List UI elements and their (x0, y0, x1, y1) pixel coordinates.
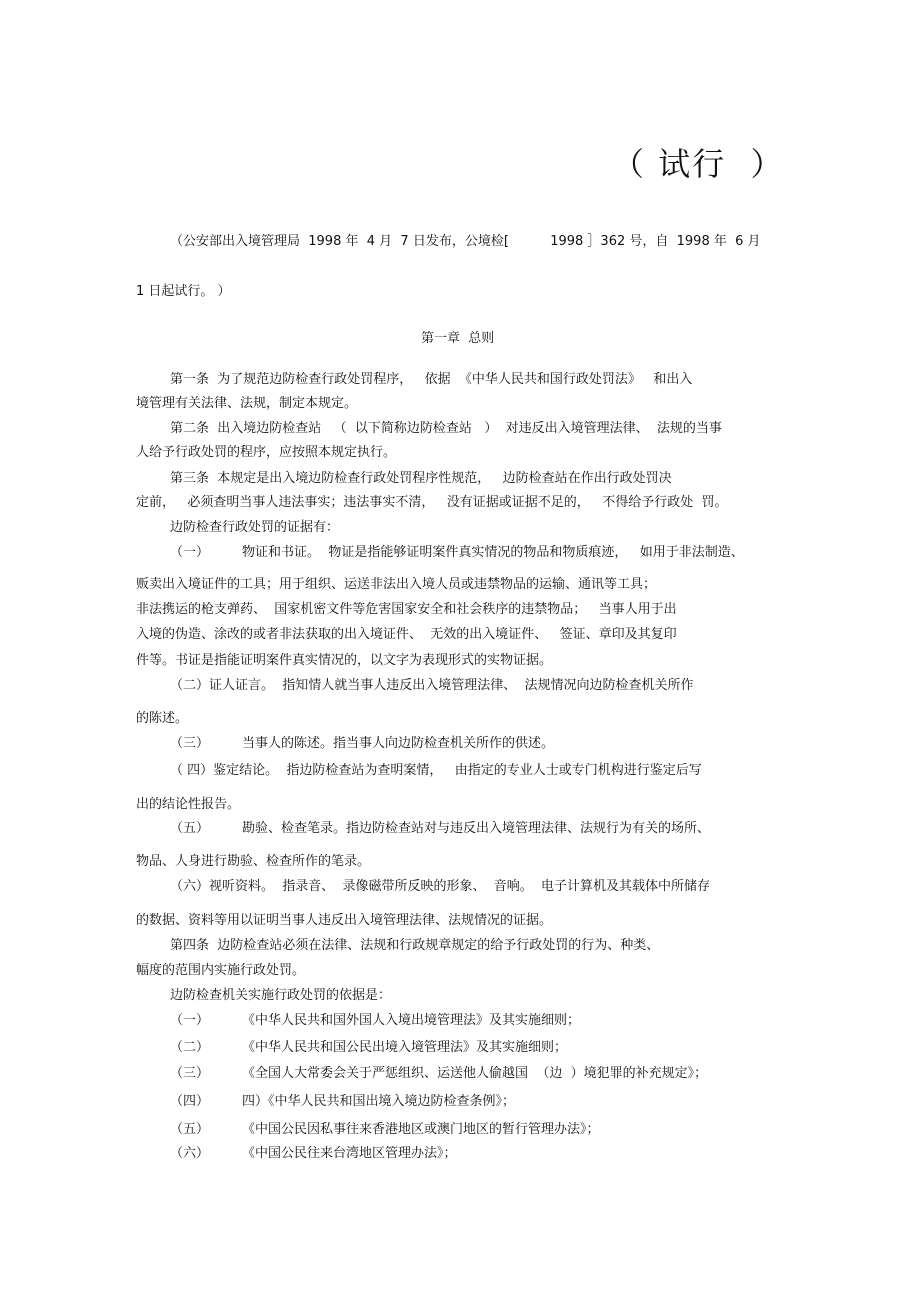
issuance-note-line-2: 1 日起试行。 ） (136, 284, 231, 299)
evidence-5-line-2: 物品、人身进行勘验、检查所作的笔录。 (136, 854, 371, 869)
evidence-6-line-1: （六）视听资料。 指录音、 录像磁带所反映的形象、 音响。 电子计算机及其载体中所储存 (170, 879, 711, 894)
evidence-1-line-5: 件等。书证是指能证明案件真实情况的，以文字为表现形式的实物证据。 (136, 653, 553, 668)
article-2-line-2: 人给予行政处罚的程序，应按照本规定执行。 (136, 445, 397, 460)
evidence-1-line-1: （一） 物证和书证。 物证是指能够证明案件真实情况的物品和物质痕迹， 如用于非法制造、 (170, 545, 744, 560)
evidence-4-line-2: 出的结论性报告。 (136, 797, 241, 812)
evidence-1-line-4: 入境的伪造、涂改的或者非法获取的出入境证件、 无效的出入境证件、 签证、章印及其复印 (136, 627, 677, 642)
article-1-line-1: 第一条 为了规范边防检查行政处罚程序， 依据 《中华人民共和国行政处罚法》 和出入 (170, 372, 693, 387)
document-title: （ 试行 ） (612, 145, 785, 183)
basis-item-6: （六） 《中国公民往来台湾地区管理办法》； (170, 1146, 457, 1161)
article-2-line-1: 第二条 出入境边防检查站 （ 以下简称边防检查站 ） 对违反出入境管理法律、 法规的当事 (170, 421, 722, 436)
basis-heading: 边防检查机关实施行政处罚的依据是： (170, 988, 392, 1003)
article-1-line-2: 境管理有关法律、法规，制定本规定。 (136, 396, 358, 411)
article-4-line-1: 第四条 边防检查站必须在法律、法规和行政规章规定的给予行政处罚的行为、种类、 (170, 938, 660, 953)
evidence-1-line-3: 非法携运的枪支弹药、 国家机密文件等危害国家安全和社会秩序的违禁物品； 当事人用于出 (136, 602, 677, 617)
basis-item-4: （四） 四）《中华人民共和国出境入境边防检查条例》； (170, 1094, 516, 1109)
evidence-4-line-1: （ 四）鉴定结论。 指边防检查站为查明案情， 由指定的专业人士或专门机构进行鉴定后写 (170, 763, 702, 778)
evidence-6-line-2: 的数据、资料等用以证明当事人违反出入境管理法律、法规情况的证据。 (136, 913, 553, 928)
evidence-3: （三） 当事人的陈述。指当事人向边防检查机关所作的供述。 (170, 736, 555, 751)
basis-item-1: （一） 《中华人民共和国外国人入境出境管理法》及其实施细则； (170, 1013, 581, 1028)
evidence-2-line-2: 的陈述。 (136, 711, 189, 726)
evidence-5-line-1: （五） 勘验、检查笔录。指边防检查站对与违反出入境管理法律、法规行为有关的场所、 (170, 821, 711, 836)
evidence-2-line-1: （二）证人证言。 指知情人就当事人违反出入境管理法律、 法规情况向边防检查机关所作 (170, 678, 694, 693)
issuance-note-line-1: （公安部出入境管理局 1998 年 4 月 7 日发布，公境检[ 1998 ］362 号，自 1998 年 6 月 (170, 234, 761, 249)
article-3-line-1: 第三条 本规定是出入境边防检查行政处罚程序性规范， 边防检查站在作出行政处罚决 (170, 471, 672, 486)
basis-item-2: （二） 《中华人民共和国公民出境入境管理法》及其实施细则； (170, 1040, 568, 1055)
evidence-1-line-2: 贩卖出入境证件的工具；用于组织、运送非法出入境人员或违禁物品的运输、通讯等工具； (136, 577, 657, 592)
chapter-heading: 第一章 总则 (421, 331, 495, 346)
article-3-line-2: 定前， 必须查明当事人违法事实；违法事实不清， 没有证据或证据不足的， 不得给予行政处 罚。 (136, 495, 728, 510)
evidence-heading: 边防检查行政处罚的证据有： (170, 520, 340, 535)
basis-item-5: （五） 《中国公民因私事往来香港地区或澳门地区的暂行管理办法》； (170, 1122, 600, 1137)
basis-item-3: （三） 《全国人大常委会关于严惩组织、运送他人偷越国 （边 ）境犯罪的补充规定》； (170, 1066, 708, 1081)
article-4-line-2: 幅度的范围内实施行政处罚。 (136, 963, 306, 978)
